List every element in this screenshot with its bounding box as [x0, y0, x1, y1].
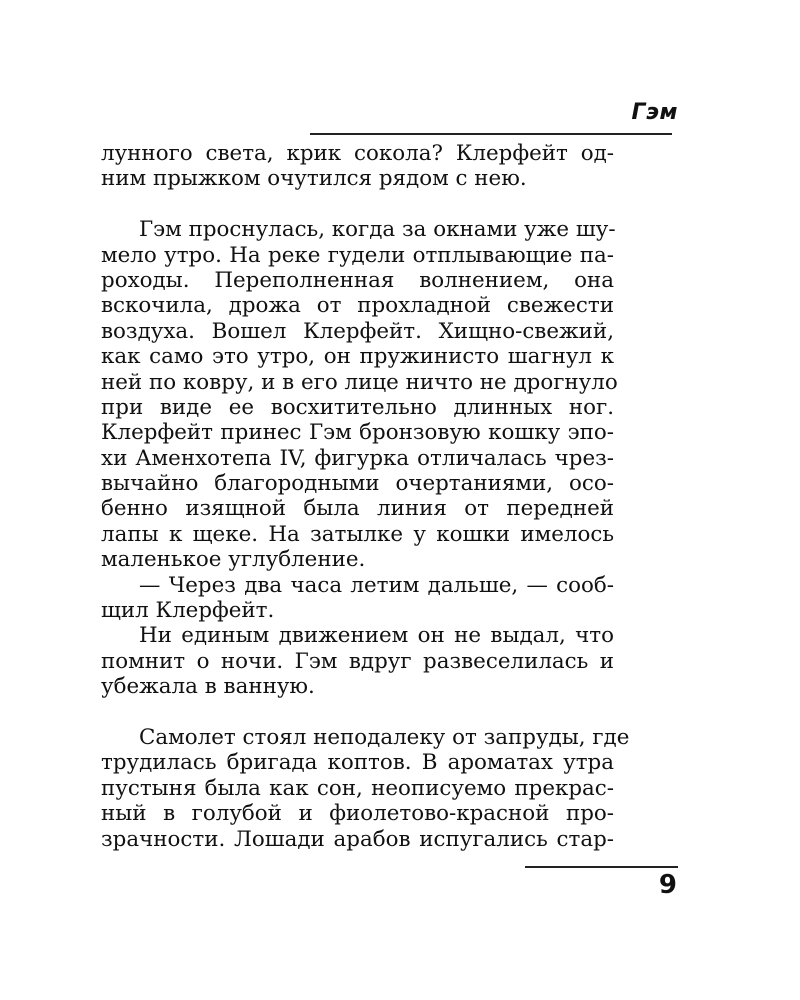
text-line: — Через два часа летим дальше, — сооб- — [139, 572, 614, 598]
footer-rule — [525, 866, 678, 868]
section-break — [101, 700, 614, 725]
text-line: маленькое углубление. — [101, 547, 366, 573]
text-line: Самолет стоял неподалеку от запруды, где — [139, 724, 630, 750]
text-line: роходы. Переполненная волнением, она — [101, 267, 614, 293]
text-line: лапы к щеке. На затылке у кошки имелось — [101, 521, 614, 547]
text-line: лунного света, крик сокола? Клерфейт од- — [101, 141, 614, 166]
text-line: вскочила, дрожа от прохладной свежести — [101, 293, 614, 319]
paragraph — [101, 141, 614, 192]
paragraph — [101, 217, 618, 573]
text-line: помнит о ночи. Гэм вдруг развеселилась и — [101, 648, 614, 674]
text-line: щил Клерфейт. — [101, 598, 275, 624]
paragraph — [101, 623, 614, 699]
text-line: ним прыжком очутился рядом с нею. — [101, 166, 527, 192]
page-number: 9 — [658, 870, 677, 900]
body-text — [101, 141, 630, 852]
text-line: как само это утро, он пружинисто шагнул к — [101, 344, 614, 370]
text-line: убежала в ванную. — [101, 674, 315, 700]
text-line: Ни единым движением он не выдал, что — [139, 623, 614, 649]
text-line: вычайно благородными очертаниями, осо- — [101, 471, 614, 497]
text-line: Клерфейт принес Гэм бронзовую кошку эпо- — [101, 420, 614, 446]
text-line: ный в голубой и фиолетово-красной про- — [101, 801, 614, 827]
text-line: воздуха. Вошел Клерфейт. Хищно-свежий, — [101, 318, 614, 344]
paragraph — [101, 724, 630, 852]
header-rule — [310, 133, 672, 135]
text-line: зрачности. Лошади арабов испугались стар- — [101, 826, 614, 852]
text-line: при виде ее восхитительно длинных ног. — [101, 394, 614, 420]
text-line: трудилась бригада коптов. В ароматах утра — [101, 750, 614, 776]
running-head-title: Гэм — [631, 100, 678, 125]
text-line: бенно изящной была линия от передней — [101, 496, 614, 522]
paragraph — [101, 573, 614, 624]
text-line: пустыня была как сон, неописуемо прекрас- — [101, 775, 614, 801]
text-line: ней по ковру, и в его лице ничто не дрогнуло — [101, 369, 618, 395]
text-line: мело утро. На реке гудели отплывающие па- — [101, 242, 614, 268]
text-line: Гэм проснулась, когда за окнами уже шу- — [139, 217, 616, 243]
text-line: хи Аменхотепа IV, фигурка отличалась чрез- — [101, 445, 614, 471]
section-break — [101, 192, 614, 217]
